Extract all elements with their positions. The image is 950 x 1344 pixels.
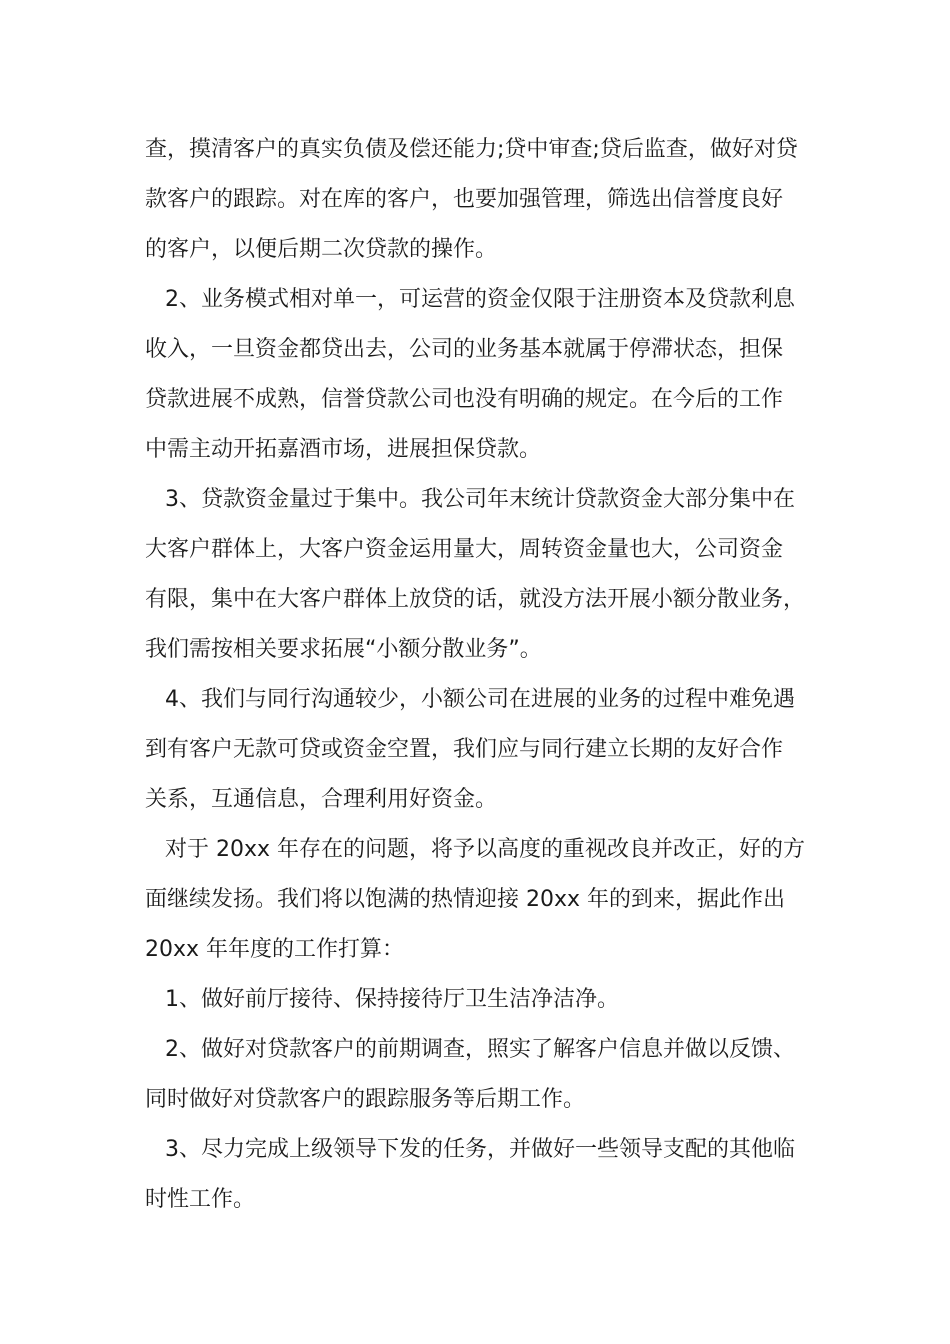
text-line: 贷款进展不成熟，信誉贷款公司也没有明确的规定。在今后的工作 [145,387,784,412]
text-line: 我们需按相关要求拓展“小额分散业务”。 [145,637,542,662]
text-line: 中需主动开拓嘉酒市场，进展担保贷款。 [145,437,542,462]
text-line: 对于 20xx 年存在的问题，将予以高度的重视改良并改正，好的方 [165,837,806,862]
text-line: 收入，一旦资金都贷出去，公司的业务基本就属于停滞状态，担保 [145,337,784,362]
text-line: 同时做好对贷款客户的跟踪服务等后期工作。 [145,1087,586,1112]
text-line: 款客户的跟踪。对在库的客户，也要加强管理，筛选出信誉度良好 [145,187,784,212]
text-line: 4、我们与同行沟通较少，小额公司在进展的业务的过程中难免遇 [165,687,795,712]
text-line: 2、业务模式相对单一，可运营的资金仅限于注册资本及贷款利息 [165,287,795,312]
text-line: 2、做好对贷款客户的前期调查，照实了解客户信息并做以反馈、 [165,1037,795,1062]
text-line: 1、做好前厅接待、保持接待厅卫生洁净洁净。 [165,987,619,1012]
text-line: 查，摸清客户的真实负债及偿还能力;贷中审查;贷后监查，做好对贷 [145,137,798,162]
text-line: 3、尽力完成上级领导下发的任务，并做好一些领导支配的其他临 [165,1137,795,1162]
text-line: 的客户，以便后期二次贷款的操作。 [145,237,498,262]
text-line: 关系，互通信息，合理利用好资金。 [145,787,498,812]
text-line: 时性工作。 [145,1187,256,1212]
text-line: 20xx 年年度的工作打算： [145,937,405,962]
text-line: 面继续发扬。我们将以饱满的热情迎接 20xx 年的到来，据此作出 [145,887,786,912]
text-line: 到有客户无款可贷或资金空置，我们应与同行建立长期的友好合作 [145,737,784,762]
text-line: 大客户群体上，大客户资金运用量大，周转资金量也大，公司资金 [145,537,784,562]
text-line: 3、贷款资金量过于集中。我公司年末统计贷款资金大部分集中在 [165,487,795,512]
text-line: 有限，集中在大客户群体上放贷的话，就没方法开展小额分散业务， [145,587,806,612]
